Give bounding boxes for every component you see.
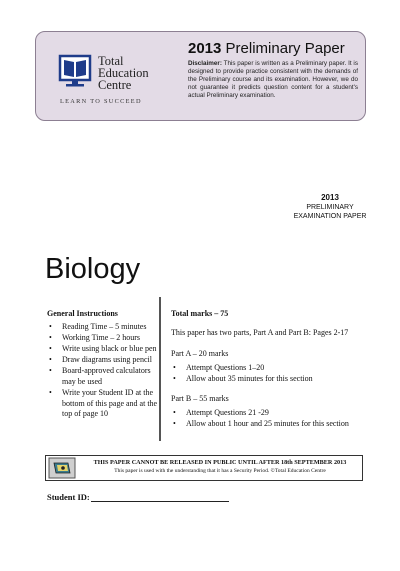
- list-item: • Attempt Questions 21 -29: [171, 408, 371, 419]
- list-item: • Allow about 1 hour and 25 minutes for this section: [171, 419, 371, 430]
- paper-title: [188, 40, 363, 57]
- instructions-heading: General Instructions: [47, 309, 118, 318]
- security-stamp-icon: [48, 457, 76, 479]
- exam-block: [285, 193, 375, 222]
- logo-name-line3: Centre: [98, 78, 132, 92]
- disclaimer-label: Disclaimer:: [188, 60, 222, 67]
- column-divider: [159, 297, 161, 441]
- logo-name-line2: Education: [98, 66, 149, 80]
- paper-year: 2013: [188, 40, 222, 57]
- disclaimer: [188, 60, 358, 100]
- release-notice: [45, 455, 363, 481]
- subject-title: Biology: [45, 253, 141, 285]
- logo-name-line1: Total: [98, 54, 124, 68]
- list-item: • Reading Time – 5 minutes: [47, 322, 162, 333]
- student-id-field[interactable]: [91, 501, 229, 502]
- exam-line1: PRELIMINARY: [306, 203, 354, 211]
- notice-subtitle: This paper is used with the understanding that it has a Security Period. ©Total Education Centre: [114, 468, 326, 474]
- open-book-monitor-icon: [56, 50, 96, 94]
- logo-tagline: LEARN TO SUCCEED: [60, 98, 142, 105]
- list-item: • Allow about 35 minutes for this section: [171, 374, 371, 385]
- part-b-list: [171, 408, 371, 429]
- logo-name: [98, 55, 198, 91]
- marks-section: [171, 309, 371, 439]
- header-banner: [35, 31, 366, 121]
- notice-title: THIS PAPER CANNOT BE RELEASED IN PUBLIC UNTIL AFTER 18th SEPTEMBER 2013: [93, 459, 347, 466]
- student-id-label: Student ID:: [47, 492, 90, 502]
- list-item: • Draw diagrams using pencil: [47, 355, 162, 366]
- general-instructions: [47, 309, 162, 420]
- part-b-label: Part B – 55 marks: [171, 394, 229, 404]
- list-item: • Attempt Questions 1–20: [171, 363, 371, 374]
- disclaimer-text: This paper is written as a Preliminary paper. It is designed to provide practice consistent with the demands of the Preliminary course and its examination. However, we do not guarantee it predicts question content for a student's actual Preliminary examination.: [188, 60, 358, 99]
- list-item: • Working Time – 2 hours: [47, 333, 162, 344]
- list-item: • Write using black or blue pen: [47, 344, 162, 355]
- part-a-label: Part A – 20 marks: [171, 349, 229, 358]
- exam-year: 2013: [321, 193, 339, 202]
- exam-line2: EXAMINATION PAPER: [293, 213, 367, 220]
- logo: [56, 50, 196, 110]
- part-a-list: [171, 363, 371, 384]
- marks-intro: This paper has two parts, Part A and Part B: Pages 2-17: [171, 328, 349, 337]
- list-item: • Board-approved calculators may be used: [47, 366, 162, 387]
- total-marks: Total marks – 75: [171, 309, 229, 318]
- paper-title-text: Preliminary Paper: [225, 40, 345, 57]
- instructions-list: [47, 322, 162, 420]
- list-item: • Write your Student ID at the bottom of this page and at the top of page 10: [47, 388, 162, 420]
